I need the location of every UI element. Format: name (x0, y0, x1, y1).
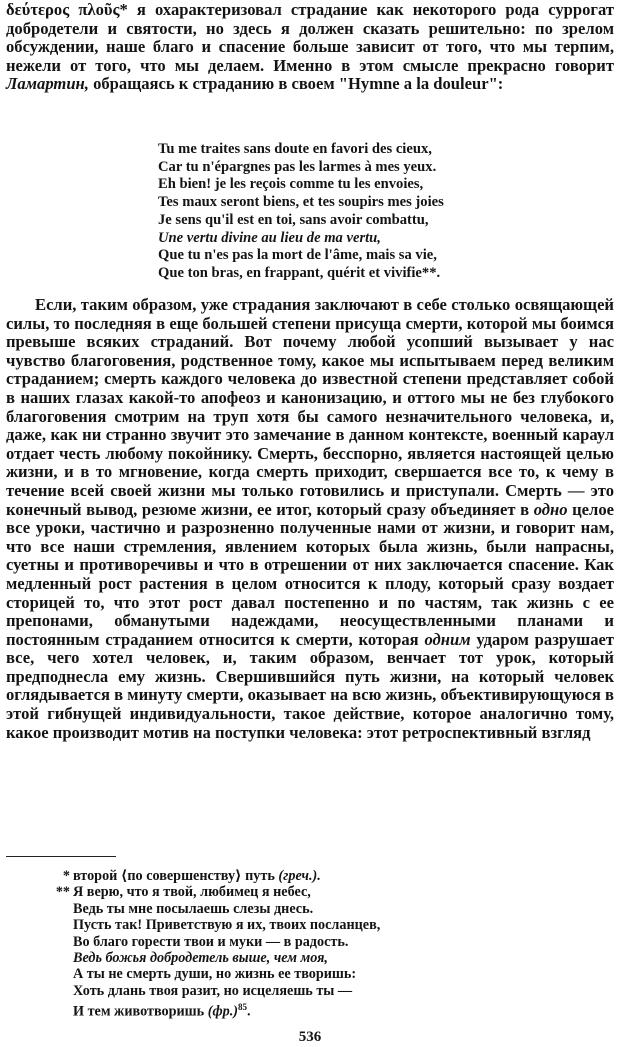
paragraph-text: обращаясь к страданию в своем "Hymne a la douleur": (88, 74, 504, 94)
paragraph-intro (6, 1, 614, 94)
footnote-2-line: Ведь божья добродетель выше, чем моя, (73, 950, 328, 967)
footnotes (40, 868, 600, 1020)
poem-line: Que tu n'es pas la mort de l'âme, mais sa vie, (158, 247, 437, 264)
poem-line: Une vertu divine au lieu de ma vertu, (158, 229, 381, 246)
paragraph-text: Если, таким образом, уже страдания заключают в себе столько освящающей силы, то последняя в еще большей степени присуща смерти, которой мы боимся превыше всяких страданий. Вот почему любой усопший вызывает у нас чувство благоговения, родственное тому, какое мы испытываем перед великим страданием; смерть каждого человека до известной степени представляет собой в наших глазах какой-то апофеоз и канонизацию, и оттого мы не без глубокого благоговения смотрим на труп хотя бы самого незначительного человека, и, даже, как ни странно звучит это замечание в данном контексте, военный караул отдает честь любому покойнику. Смерть, бесспорно, является настоящей целью жизни, и в то мгновение, когда смерть приходит, свершается все то, к чему в течение всей своей жизни мы только готовились и приступали. Смерть — это конечный вывод, резюме жизни, ее итог, который сразу объединяет в (6, 295, 614, 519)
footnote-2-line (40, 884, 600, 900)
footnote-divider (6, 856, 116, 857)
reference-number: 85 (237, 1002, 247, 1013)
footnote-text: второй ⟨по совершенству⟩ путь (73, 868, 279, 884)
footnote-2-line: А ты не смерть души, но жизнь ее творишь: (73, 966, 357, 983)
poem-line: Tu me traites sans doute en favori des cieux, (158, 141, 432, 157)
footnote-text: . (246, 1003, 251, 1020)
footnote-text: Я верю, что я твой, любимец я небес, (73, 884, 311, 901)
poem-line: Tes maux seront biens, et tes soupirs mes joies (158, 194, 444, 211)
poem-line: Je sens qu'il est en toi, sans avoir combattu, (158, 211, 429, 228)
paragraph-main (6, 296, 614, 742)
greek-phrase: δεύτερος πλοῦς (6, 0, 120, 19)
footnote-2-line: Во благо горести твои и муки — в радость. (73, 933, 349, 950)
author-name: Ламартин, (6, 74, 89, 94)
page-number: 536 (298, 1029, 322, 1045)
footnote-2-line: Ведь ты мне посылаешь слезы днесь. (73, 900, 314, 917)
footnote-marker: * (62, 868, 70, 884)
emphasis-word: одним (424, 629, 471, 649)
paragraph-text: ударом разрушает все, чего хотел человек, и, таким образом, венчает тот урок, который предподнесла ему жизнь. Свершившийся путь жизни, на который человек оглядывается в минуту смерти, оказывает на всю жизнь, объективирующуюся в этой гибнущей индивидуальности, такое действие, которое аналогично тому, какое производит мотив на поступки человека: этот ретроспективный взгляд (6, 629, 615, 742)
paragraph-text: я охарактеризовал страдание как некоторого рода суррогат добродетели и святости, но здесь я должен сказать решительно: по зрелом обсуждении, наше благо и спасение больше зависит от того, что мы терпим, нежели от того, что мы делаем. Именно в этом смысле прекрасно говорит (6, 0, 614, 75)
footnote-marker: * (119, 0, 128, 19)
emphasis-word: одно (533, 499, 568, 519)
footnote-2-line: Хоть длань твоя разит, но исцеляешь ты — (73, 982, 353, 999)
footnote-2-line: Пусть так! Приветствую я их, твоих посланцев, (73, 917, 381, 934)
poem-line: Car tu n'épargnes pas les larmes à mes yeux. (158, 158, 437, 175)
paragraph-text: целое все уроки, частично и разрозненно полученные нами от жизни, и говорит нам, что все наши стремления, явлением которых была жизнь, были напрасны, суетны и противоречивы и что в отрешении от них заключается спасение. Как медленный рост растения в целом относится к плоду, который сразу воздает сторицей то, что этот рост давал постепенно и по частям, так жизнь с ее препонами, обманутыми надеждами, неосуществленными планами и постоянным страданием относится к смерти, которая (6, 499, 614, 649)
footnote-1 (40, 868, 600, 884)
poem-line: Eh bien! je les reçois comme tu les envoies, (158, 176, 424, 193)
footnote-text: И тем животворишь (73, 1003, 208, 1020)
footnote-language: (греч.). (278, 868, 321, 884)
footnote-marker: ** (55, 884, 70, 901)
footnote-language: (фр.) (207, 1003, 238, 1020)
poem-line: Que ton bras, en frappant, quérit et vivifie**. (158, 264, 441, 281)
poem-quote (158, 141, 558, 283)
footnote-2-line (40, 999, 600, 1020)
